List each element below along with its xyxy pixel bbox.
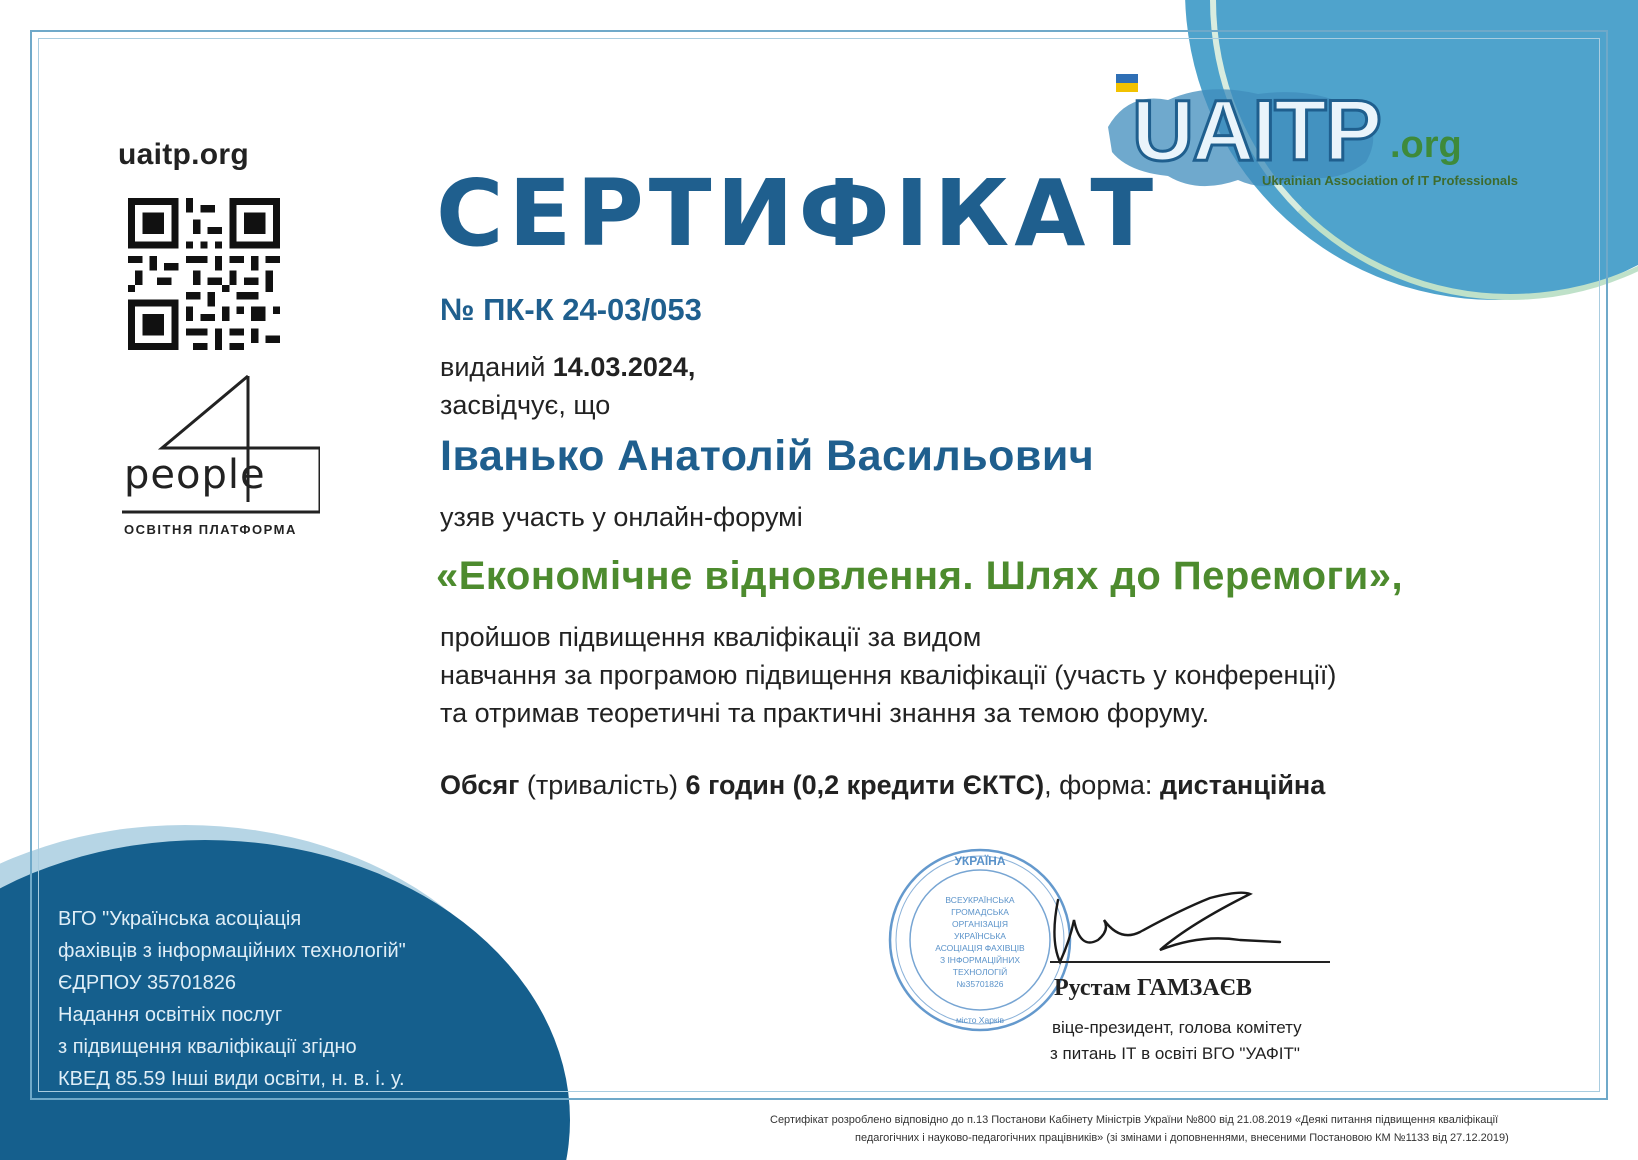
body-line: та отримав теоретичні та практичні знання за темою форуму. [440,698,1210,728]
platform-caption: ОСВІТНЯ ПЛАТФОРМА [124,522,297,537]
issued-date: 14.03.2024, [552,352,696,382]
seal-bottom-text: місто Харків [955,1015,1005,1025]
seal-inner-line: №35701826 [956,979,1004,989]
website-url: uaitp.org [118,138,250,171]
seal-inner-line: ГРОМАДСЬКА [951,907,1009,917]
signer-role: віце-президент, голова комітету [1052,1018,1302,1037]
signer-name: Рустам ГАМЗАЄВ [1054,975,1252,1001]
form-value: дистанційна [1159,770,1326,800]
issued-line [440,352,695,383]
handwritten-signature [1040,880,1290,970]
organization-info [58,903,498,1095]
volume-label: Обсяг [440,770,520,800]
forum-name: «Економічне відновлення. Шлях до Перемоги», [436,554,1404,598]
signature-line [1050,961,1330,963]
volume-line [440,770,1325,801]
org-line: з підвищення кваліфікації згідно [58,1036,357,1058]
certificate-number: № ПК-К 24-03/053 [440,292,702,327]
seal-inner-line: ОРГАНІЗАЦІЯ [951,919,1009,929]
volume-paren: (тривалість) [519,770,686,800]
uaitp-logo-org: .org [1390,124,1462,166]
seal-inner-line: З ІНФОРМАЦІЙНИХ [939,955,1021,965]
org-line: Надання освітніх послуг [58,1004,283,1026]
signer-role: з питань ІТ в освіті ВГО "УАФІТ" [1050,1044,1300,1063]
footer-note: педагогічних і науково-педагогічних працівників» (зі змінами і доповненнями, внесеними Постановою КМ №1133 від 27.12.2019) [855,1132,1509,1144]
seal-top-text: УКРАЇНА [954,854,1006,868]
form-label: , форма: [1044,770,1160,800]
org-line: ЄДРПОУ 35701826 [58,972,236,994]
certifies-line: засвідчує, що [440,390,611,420]
org-line: фахівців з інформаційних технологій" [58,940,406,962]
qr-code [128,198,280,350]
footer-note: Сертифікат розроблено відповідно до п.13 Постанови Кабінету Міністрів України №800 від 21.08.2019 «Деякі питання підвищення кваліфікації [770,1114,1499,1126]
org-line: КВЕД 85.59 Інші види освіти, н. в. і. у. [58,1068,405,1090]
org-line: ВГО "Українська асоціація [58,908,302,930]
certificate-title: СЕРТИФІКАТ [436,160,1159,267]
body-line: навчання за програмою підвищення кваліфікації (участь у конференції) [440,660,1337,690]
seal-inner-line: АСОЦІАЦІЯ ФАХІВЦІВ [935,943,1025,953]
platform-logo-word: people [124,452,266,498]
uaitp-logo-subtitle: Ukrainian Association of IT Professionals [1262,173,1518,188]
body-line: пройшов підвищення кваліфікації за видом [440,622,982,652]
uaitp-logo-text: UAITP [1132,83,1380,179]
seal-inner-line: ТЕХНОЛОГІЙ [952,967,1008,977]
issued-prefix: виданий [440,352,553,382]
recipient-name: Іванько Анатолій Васильович [440,432,1095,480]
seal-inner-line: УКРАЇНСЬКА [954,931,1006,941]
participation-line: узяв участь у онлайн-форумі [440,502,803,532]
seal-inner-line: ВСЕУКРАЇНСЬКА [945,895,1015,905]
volume-value: 6 годин (0,2 кредити ЄКТС) [685,770,1045,800]
